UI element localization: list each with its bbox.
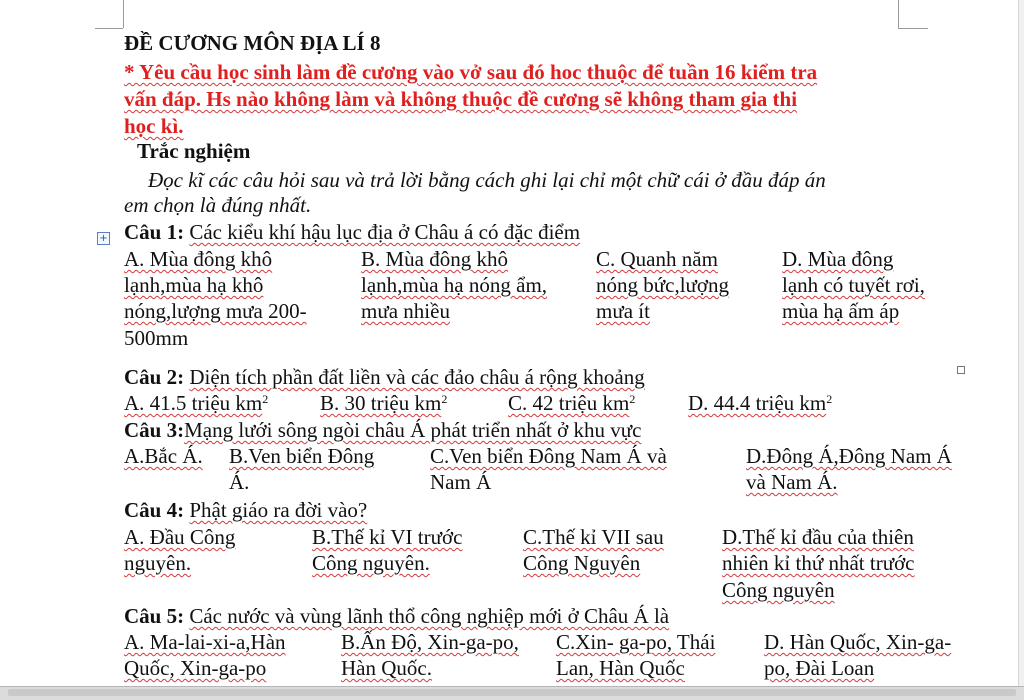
- q1-option-b: mưa nhiều: [361, 299, 450, 323]
- question-5: [124, 603, 669, 629]
- q4-option-b: Công nguyên.: [312, 551, 430, 575]
- q1-option-b: lạnh,mùa hạ nóng ẩm,: [361, 273, 548, 297]
- question-text: Phật giáo ra đời vào?: [189, 498, 368, 522]
- page-title: ĐỀ CƯƠNG MÔN ĐỊA LÍ 8: [124, 31, 381, 55]
- small-square-icon: [957, 366, 965, 374]
- question-label: Câu 4:: [124, 498, 185, 522]
- question-4: [124, 497, 367, 523]
- instructions-line-2: em chọn là đúng nhất.: [124, 193, 312, 217]
- option-text: D. 44.4 triệu km: [688, 391, 827, 415]
- option-text: B. 30 triệu km: [320, 391, 442, 415]
- q5-option-d: po, Đài Loan: [764, 656, 875, 680]
- q3-option-a: A.Bắc Á.: [124, 444, 203, 468]
- q3-option-d: D.Đông Á,Đông Nam Á: [746, 444, 952, 468]
- horizontal-scrollbar[interactable]: [8, 689, 1016, 696]
- q1-option-b: B. Mùa đông khô: [361, 247, 508, 271]
- question-text: Các kiểu khí hậu lục địa ở Châu á có đặc điểm: [189, 220, 581, 244]
- notice-line-2: vấn đáp. Hs nào không làm và không thuộc đề cương sẽ không tham gia thi: [124, 87, 798, 111]
- q1-option-c: C. Quanh năm: [596, 247, 718, 271]
- q4-option-d: nhiên kỉ thứ nhất trước: [722, 551, 915, 575]
- vertical-scrollbar[interactable]: [1018, 0, 1024, 686]
- q1-option-a: lạnh,mùa hạ khô: [124, 273, 264, 297]
- q1-option-a: A. Mùa đông khô: [124, 247, 273, 271]
- q1-option-a: nóng,lượng mưa 200-: [124, 299, 307, 323]
- crop-mark-top-right: [898, 28, 928, 29]
- question-label: Câu 3:: [124, 418, 185, 442]
- notice-line-3: học kì.: [124, 114, 184, 138]
- q4-option-a: A. Đầu Công: [124, 525, 236, 549]
- q1-option-d: D. Mùa đông: [782, 247, 894, 271]
- q5-option-a: Quốc, Xin-ga-po: [124, 656, 267, 680]
- q5-option-c: Lan, Hàn Quốc: [556, 656, 685, 680]
- option-text: C. 42 triệu km: [508, 391, 630, 415]
- q1-option-d: mùa hạ ấm áp: [782, 299, 900, 323]
- q1-option-a: 500mm: [124, 326, 189, 350]
- q2-option-a: [124, 390, 268, 416]
- question-label: Câu 5:: [124, 604, 185, 628]
- q4-option-a: nguyên.: [124, 551, 192, 575]
- q2-option-b: [320, 390, 447, 416]
- section-heading: Trắc nghiệm: [137, 139, 251, 163]
- q3-option-b: B.Ven biển Đông: [229, 444, 375, 468]
- crop-mark-top-left: [95, 28, 123, 29]
- crop-mark-top-left: [123, 0, 124, 28]
- q4-option-d: Công nguyên: [722, 578, 835, 602]
- q1-option-c: mưa ít: [596, 299, 650, 323]
- q5-option-c: C.Xin- ga-po, Thái: [556, 630, 716, 654]
- q3-option-d: và Nam Á.: [746, 470, 838, 494]
- question-3: [124, 417, 641, 443]
- question-text: Mạng lưới sông ngòi châu Á phát triển nhất ở khu vực: [184, 418, 642, 442]
- question-1: [124, 219, 580, 245]
- notice-line-1: * Yêu cầu học sinh làm đề cương vào vở sau đó hoc thuộc để tuần 16 kiểm tra: [124, 60, 818, 84]
- q5-option-b: Hàn Quốc.: [341, 656, 432, 680]
- exponent: 2: [262, 392, 269, 406]
- q4-option-c: Công Nguyên: [523, 551, 641, 575]
- q5-option-d: D. Hàn Quốc, Xin-ga-: [764, 630, 952, 654]
- q4-option-b: B.Thế kỉ VI trước: [312, 525, 463, 549]
- question-text: Các nước và vùng lãnh thổ công nghiệp mới ở Châu Á là: [189, 604, 670, 628]
- question-text: Diện tích phần đất liền và các đảo châu á rộng khoảng: [189, 365, 645, 389]
- question-label: Câu 1:: [124, 220, 185, 244]
- q4-option-c: C.Thế kỉ VII sau: [523, 525, 664, 549]
- instructions-line-1: Đọc kĩ các câu hỏi sau và trả lời bằng cách ghi lại chỉ một chữ cái ở đầu đáp án: [148, 168, 826, 192]
- q5-option-b: B.Ấn Độ, Xin-ga-po,: [341, 630, 519, 654]
- q1-option-c: nóng bức,lượng: [596, 273, 730, 297]
- q4-option-d: D.Thế kỉ đầu của thiên: [722, 525, 914, 549]
- exponent: 2: [441, 392, 448, 406]
- q1-option-d: lạnh có tuyết rơi,: [782, 273, 925, 297]
- q2-option-c: [508, 390, 635, 416]
- plus-box-icon[interactable]: +: [97, 232, 110, 245]
- question-label: Câu 2:: [124, 365, 185, 389]
- q5-option-a: A. Ma-lai-xi-a,Hàn: [124, 630, 286, 654]
- q3-option-c: Nam Á: [430, 470, 492, 494]
- crop-mark-top-right: [898, 0, 899, 28]
- q3-option-c: C.Ven biển Đông Nam Á và: [430, 444, 667, 468]
- option-text: A. 41.5 triệu km: [124, 391, 263, 415]
- question-2: [124, 364, 645, 390]
- exponent: 2: [826, 392, 833, 406]
- q3-option-b: Á.: [229, 470, 250, 494]
- q2-option-d: [688, 390, 832, 416]
- exponent: 2: [629, 392, 636, 406]
